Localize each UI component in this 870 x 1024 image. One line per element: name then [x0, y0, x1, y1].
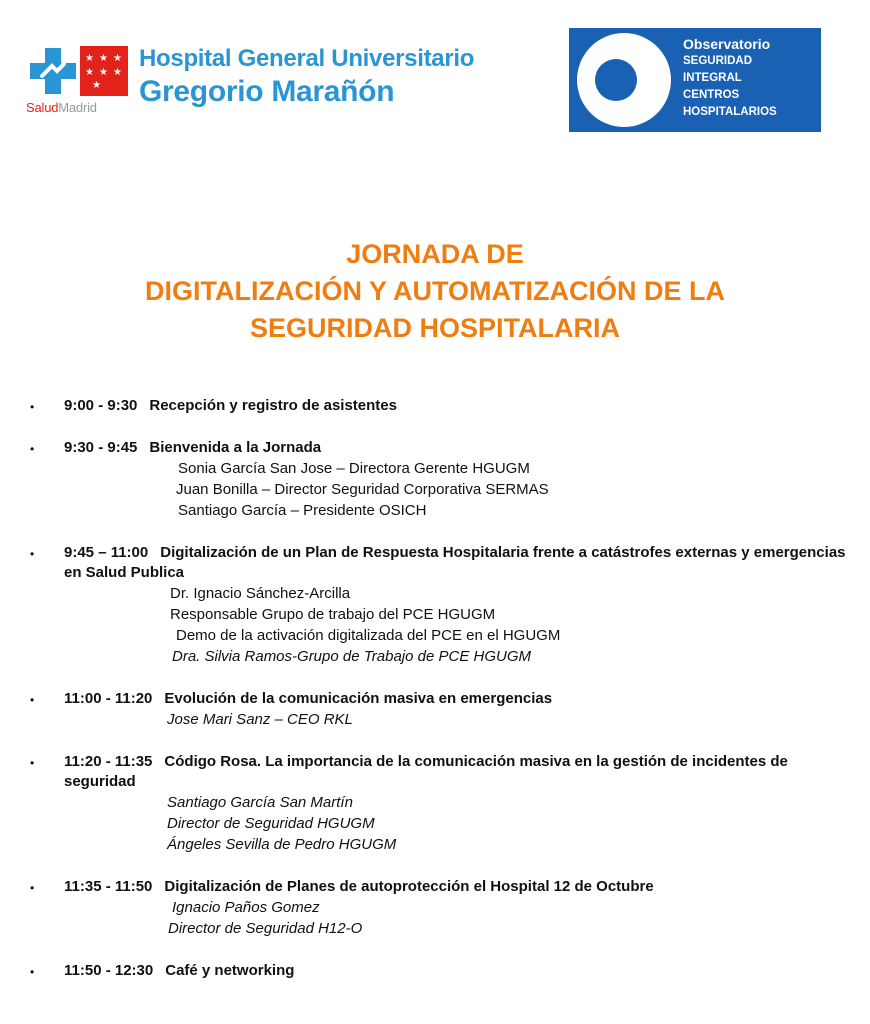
agenda-time: 9:30 - 9:45	[64, 439, 138, 456]
agenda-time: 11:20 - 11:35	[64, 753, 153, 770]
agenda-item-heading	[64, 543, 850, 583]
agenda-item	[30, 689, 850, 730]
agenda-title: Café y networking	[165, 962, 295, 979]
agenda-item-heading	[64, 752, 850, 792]
agenda-speaker: Santiago García – Presidente OSICH	[178, 502, 427, 519]
agenda-time: 11:00 - 11:20	[64, 690, 153, 707]
agenda-item	[30, 877, 850, 939]
agenda-item-heading	[64, 396, 850, 416]
agenda-speaker: Santiago García San Martín	[167, 794, 353, 811]
observatorio-logo	[569, 28, 821, 132]
event-title-line3: SEGURIDAD HOSPITALARIA	[249, 313, 620, 343]
agenda-item	[30, 396, 850, 416]
agenda-speaker: Dra. Silvia Ramos-Grupo de Trabajo de PCE HGUGM	[172, 648, 532, 665]
event-title	[0, 236, 870, 347]
bullet-icon: •	[30, 756, 35, 770]
agenda-title: Recepción y registro de asistentes	[149, 397, 397, 414]
salud-madrid-wordmark: SaludMadrid	[26, 100, 97, 115]
agenda-title: Evolución de la comunicación masiva en emergencias	[164, 690, 553, 707]
event-title-line2: DIGITALIZACIÓN Y AUTOMATIZACIÓN DE LA	[145, 276, 725, 306]
agenda-item-heading	[64, 877, 850, 897]
agenda-time: 11:35 - 11:50	[64, 878, 153, 895]
agenda-item	[30, 961, 850, 981]
agenda-speaker: Sonia García San Jose – Directora Gerente HGUGM	[178, 460, 530, 477]
hospital-name	[139, 44, 474, 110]
agenda-title: Digitalización de Planes de autoprotección el Hospital 12 de Octubre	[164, 878, 654, 895]
observatorio-circle-icon	[577, 33, 671, 127]
hospital-name-line1: Hospital General Universitario	[139, 45, 475, 72]
agenda-speaker: Jose Mari Sanz – CEO RKL	[167, 711, 353, 728]
salud-madrid-logo	[26, 46, 131, 118]
agenda-speaker: Director de Seguridad HGUGM	[167, 815, 375, 832]
page-header	[0, 0, 870, 150]
bullet-icon: •	[30, 965, 35, 979]
agenda-title: Bienvenida a la Jornada	[149, 439, 322, 456]
agenda-speaker: Ángeles Sevilla de Pedro HGUGM	[167, 836, 397, 853]
agenda-title: Digitalización de un Plan de Respuesta Hospitalaria frente a catástrofes externas y emergencias en Salud Publica	[64, 544, 846, 581]
agenda-item	[30, 752, 850, 855]
bullet-icon: •	[30, 693, 35, 707]
agenda-speaker: Juan Bonilla – Director Seguridad Corporativa SERMAS	[176, 481, 549, 498]
agenda-speaker: Director de Seguridad H12-O	[168, 920, 363, 937]
agenda-item-heading	[64, 689, 850, 709]
agenda-speaker: Responsable Grupo de trabajo del PCE HGUGM	[170, 606, 496, 623]
agenda-speaker: Dr. Ignacio Sánchez-Arcilla	[170, 585, 351, 602]
agenda-item-heading	[64, 438, 850, 458]
bullet-icon: •	[30, 442, 35, 456]
medical-cross-icon	[28, 46, 78, 96]
agenda-item	[30, 438, 850, 521]
madrid-flag-icon: ★ ★ ★ ★ ★ ★ ★	[80, 46, 128, 96]
agenda-item-heading	[64, 961, 850, 981]
agenda-time: 9:45 – 11:00	[64, 544, 149, 561]
bullet-icon: •	[30, 547, 35, 561]
hospital-name-line2: Gregorio Marañón	[139, 75, 395, 108]
agenda-speaker: Demo de la activación digitalizada del PCE en el HGUGM	[176, 627, 561, 644]
bullet-icon: •	[30, 400, 35, 414]
agenda-item	[30, 543, 850, 667]
agenda-time: 11:50 - 12:30	[64, 962, 154, 979]
observatorio-text: Observatorio SEGURIDAD INTEGRAL CENTROS HOSPITALARIOS	[683, 36, 777, 118]
bullet-icon: •	[30, 881, 35, 895]
agenda-speaker: Ignacio Paños Gomez	[172, 899, 320, 916]
agenda-time: 9:00 - 9:30	[64, 397, 138, 414]
event-title-line1: JORNADA DE	[346, 239, 524, 269]
agenda-title: Código Rosa. La importancia de la comunicación masiva en la gestión de incidentes de seguridad	[64, 753, 788, 790]
agenda-list	[30, 396, 850, 1003]
